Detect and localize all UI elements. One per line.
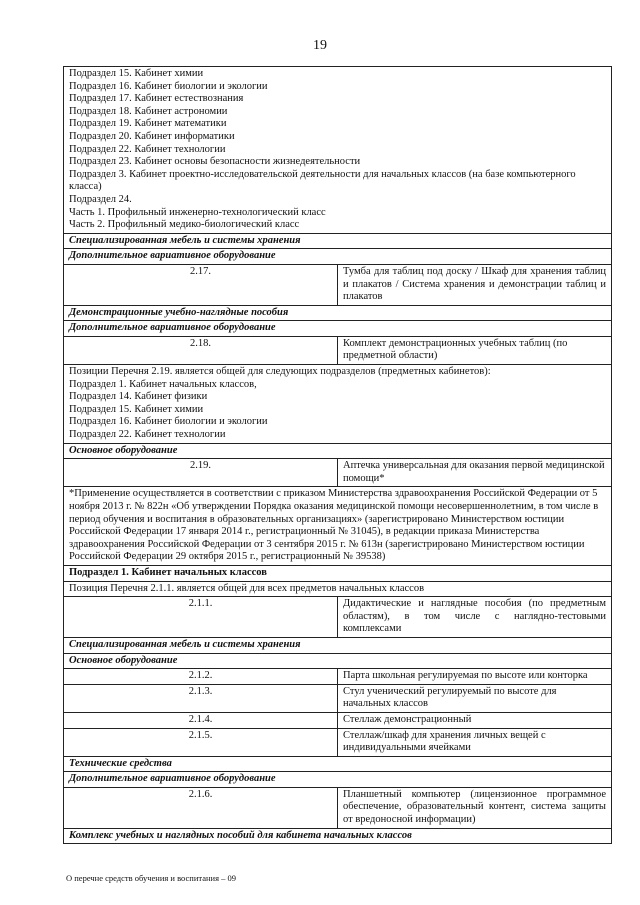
item-number: 2.1.2. xyxy=(64,669,338,685)
category-heading: Дополнительное вариативное оборудование xyxy=(64,772,612,788)
list-item: Подраздел 22. Кабинет технологии xyxy=(69,143,226,155)
item-number: 2.1.6. xyxy=(64,787,338,828)
table-row xyxy=(64,712,612,728)
item-description: Комплект демонстрационных учебных таблиц (по предметной области) xyxy=(338,336,612,364)
table-row xyxy=(64,728,612,756)
table-row xyxy=(64,787,612,828)
list-item: Подраздел 24. xyxy=(69,193,132,205)
category-heading: Дополнительное вариативное оборудование xyxy=(64,249,612,265)
list-item: Подраздел 1. Кабинет начальных классов, xyxy=(69,378,257,390)
category-heading: Специализированная мебель и системы хранения xyxy=(64,233,612,249)
table-row xyxy=(64,459,612,487)
table-row xyxy=(64,365,612,444)
page-number: 19 xyxy=(313,38,327,53)
item-number: 2.18. xyxy=(64,336,338,364)
item-number: 2.1.4. xyxy=(64,712,338,728)
category-heading: Основное оборудование xyxy=(64,443,612,459)
table-row xyxy=(64,772,612,788)
table-row xyxy=(64,67,612,234)
table-row xyxy=(64,637,612,653)
category-heading: Демонстрационные учебно-наглядные пособия xyxy=(64,305,612,321)
table-row xyxy=(64,487,612,566)
category-heading: Специализированная мебель и системы хранения xyxy=(64,637,612,653)
list-item: Часть 2. Профильный медико-биологический класс xyxy=(69,219,300,231)
list-item: Подраздел 22. Кабинет технологии xyxy=(69,429,226,441)
table-row xyxy=(64,756,612,772)
table-row xyxy=(64,669,612,685)
table-row xyxy=(64,565,612,581)
table-row xyxy=(64,653,612,669)
table-row xyxy=(64,336,612,364)
category-heading: Основное оборудование xyxy=(64,653,612,669)
equipment-table-body xyxy=(64,67,612,844)
list-item: Подраздел 17. Кабинет естествознания xyxy=(69,93,244,105)
table-row xyxy=(64,581,612,597)
footnote-paragraph: *Применение осуществляется в соответствии с приказом Министерства здравоохранения Российской Федерации от 5 ноября 2013 г. № 822н «Об утверждении Порядка оказания медицинской помощи несовершеннолетним, в том числе в период обучения и воспитания в образовательных организациях» (зарегистрировано Министерством юстиции Российской Федерации 17 января 2014 г., регистрационный № 31045), в редакции приказа Министерства здравоохранения Российской Федерации от 3 сентября 2015 г. № 613н (зарегистрировано Министерством юстиции Российской Федерации 29 октября 2015 г., регистрационный № 39538) xyxy=(64,487,612,566)
list-item: Подраздел 18. Кабинет астрономии xyxy=(69,105,228,117)
section-title: Подраздел 1. Кабинет начальных классов xyxy=(64,565,612,581)
table-row xyxy=(64,443,612,459)
list-item: Подраздел 16. Кабинет биологии и экологии xyxy=(69,80,268,92)
category-heading: Комплекс учебных и наглядных пособий для кабинета начальных классов xyxy=(64,828,612,844)
item-description: Планшетный компьютер (лицензионное программное обеспечение, образовательный контент, система защиты от вредоносной информации) xyxy=(338,787,612,828)
list-item: Часть 1. Профильный инженерно-технологический класс xyxy=(69,206,326,218)
item-description: Аптечка универсальная для оказания первой медицинской помощи* xyxy=(338,459,612,487)
list-item: Подраздел 23. Кабинет основы безопасности жизнедеятельности xyxy=(69,156,361,168)
item-description: Дидактические и наглядные пособия (по предметным областям), в том числе с наглядно-тестовыми комплексами xyxy=(338,597,612,638)
item-description: Стул ученический регулируемый по высоте для начальных классов xyxy=(338,684,612,712)
item-number: 2.19. xyxy=(64,459,338,487)
subsection-list xyxy=(64,67,612,234)
list-item: Позиции Перечня 2.19. является общей для следующих подразделов (предметных кабинетов): xyxy=(69,366,491,378)
category-heading: Дополнительное вариативное оборудование xyxy=(64,321,612,337)
table-row xyxy=(64,249,612,265)
list-item: Подраздел 15. Кабинет химии xyxy=(69,68,204,79)
page-footer: О перечне средств обучения и воспитания – 09 xyxy=(66,873,236,883)
list-item: Подраздел 16. Кабинет биологии и экологии xyxy=(69,416,268,428)
table-row xyxy=(64,321,612,337)
note-text: Позиция Перечня 2.1.1. является общей для всех предметов начальных классов xyxy=(64,581,612,597)
item-number: 2.1.1. xyxy=(64,597,338,638)
subsection-list xyxy=(64,365,612,444)
list-item: Подраздел 3. Кабинет проектно-исследовательской деятельности для начальных классов (на базе компьютерного класса) xyxy=(69,168,576,193)
item-number: 2.1.3. xyxy=(64,684,338,712)
table-row xyxy=(64,684,612,712)
table-row xyxy=(64,233,612,249)
item-description: Парта школьная регулируемая по высоте или конторка xyxy=(338,669,612,685)
item-number: 2.1.5. xyxy=(64,728,338,756)
item-description: Стеллаж демонстрационный xyxy=(338,712,612,728)
list-item: Подраздел 20. Кабинет информатики xyxy=(69,130,235,142)
table-row xyxy=(64,305,612,321)
table-row xyxy=(64,597,612,638)
table-row xyxy=(64,828,612,844)
item-number: 2.17. xyxy=(64,264,338,305)
table-row xyxy=(64,264,612,305)
item-description: Тумба для таблиц под доску / Шкаф для хранения таблиц и плакатов / Система хранения и демонстрации таблиц и плакатов xyxy=(338,264,612,305)
equipment-table xyxy=(63,66,612,844)
list-item: Подраздел 15. Кабинет химии xyxy=(69,403,204,415)
list-item: Подраздел 14. Кабинет физики xyxy=(69,391,208,403)
list-item: Подраздел 19. Кабинет математики xyxy=(69,118,227,130)
category-heading: Технические средства xyxy=(64,756,612,772)
item-description: Стеллаж/шкаф для хранения личных вещей с индивидуальными ячейками xyxy=(338,728,612,756)
